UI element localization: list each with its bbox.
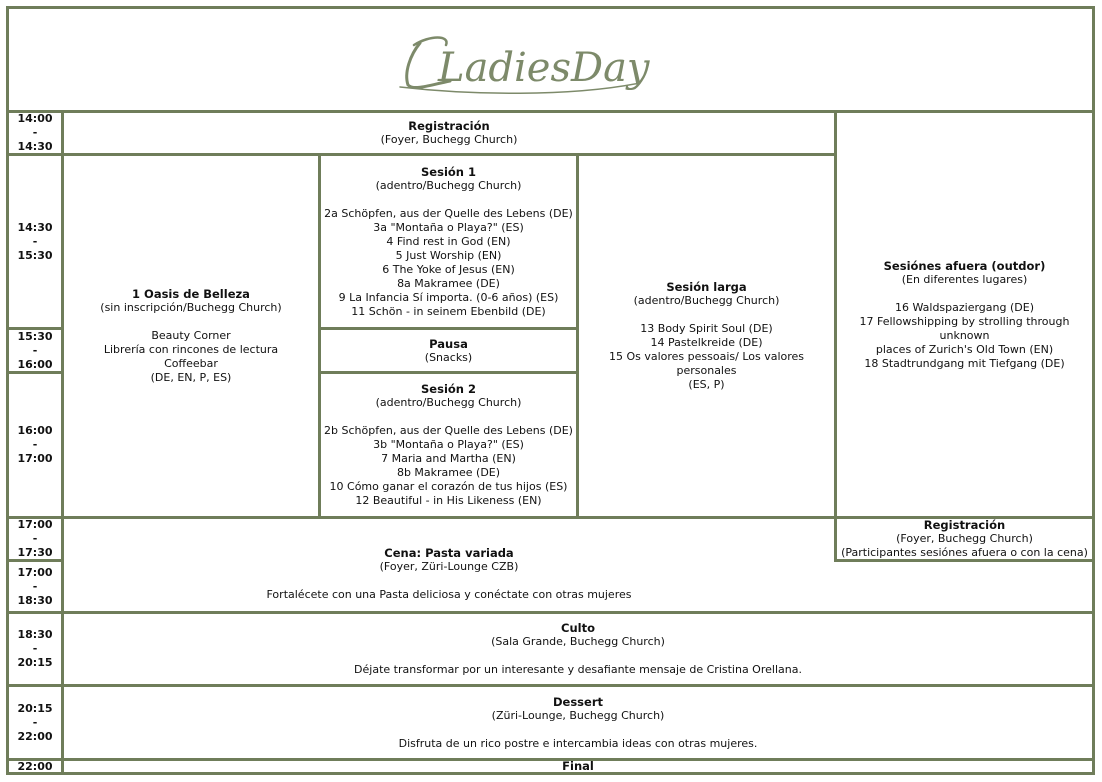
afuera-line: 16 Waldspaziergang (DE) bbox=[894, 300, 1034, 314]
sesion-larga-sub: (adentro/Buchegg Church) bbox=[633, 294, 780, 307]
cena-title: Cena: Pasta variada bbox=[384, 546, 514, 560]
sesion-larga-title: Sesión larga bbox=[666, 280, 747, 294]
oasis-line: (DE, EN, P, ES) bbox=[150, 371, 232, 384]
afuera-line: places of Zurich's Old Town (EN) bbox=[875, 342, 1054, 356]
pausa-cell bbox=[321, 330, 576, 371]
time-slot-2: 14:30 - 15:30 bbox=[17, 220, 53, 262]
sesion1-cell bbox=[321, 156, 576, 327]
registracion2-location: (Foyer, Buchegg Church) bbox=[896, 532, 1033, 545]
sesion-larga-line: 14 Pastelkreide (DE) bbox=[650, 336, 763, 349]
sesion1-sub: (adentro/Buchegg Church) bbox=[375, 178, 522, 192]
time-slot-9: 22:00 bbox=[17, 760, 53, 773]
time-slot-5: 17:00 - 17:30 bbox=[17, 518, 53, 559]
registracion-title: Registración bbox=[408, 119, 490, 133]
time-slot-8: 20:15 - 22:00 bbox=[17, 701, 53, 743]
sesion-larga-line: (ES, P) bbox=[688, 378, 725, 391]
oasis-sub: (sin inscripción/Buchegg Church) bbox=[100, 301, 282, 314]
sesion2-line: 10 Cómo ganar el corazón de tus hijos (ES) bbox=[329, 480, 568, 493]
time-slot-1: 14:00 - 14:30 bbox=[17, 112, 53, 153]
pausa-title: Pausa bbox=[429, 336, 468, 351]
oasis-line: Librería con rincones de lectura bbox=[103, 343, 279, 356]
sesion1-line: 3a "Montaña o Playa?" (ES) bbox=[373, 220, 524, 234]
afuera-sub: (En diferentes lugares) bbox=[901, 272, 1028, 286]
culto-sub: (Sala Grande, Buchegg Church) bbox=[491, 635, 665, 648]
sesion1-line: 8a Makramee (DE) bbox=[397, 276, 500, 290]
sesion2-line: 2b Schöpfen, aus der Quelle des Lebens (DE) bbox=[324, 424, 573, 437]
dessert-desc: Disfruta de un rico postre e intercambia ideas con otras mujeres. bbox=[398, 736, 758, 750]
final-title: Final bbox=[562, 761, 594, 772]
sesion2-line: 12 Beautiful - in His Likeness (EN) bbox=[355, 494, 542, 507]
final-cell bbox=[64, 761, 1092, 772]
registracion2-title: Registración bbox=[923, 519, 1006, 532]
sesion2-line: 8b Makramee (DE) bbox=[396, 466, 501, 479]
sesion1-line: 11 Schön - in seinem Ebenbild (DE) bbox=[351, 304, 546, 318]
cena-desc: Fortalécete con una Pasta deliciosa y conéctate con otras mujeres bbox=[266, 588, 632, 601]
sesion1-line: 2a Schöpfen, aus der Quelle des Lebens (DE) bbox=[324, 206, 573, 220]
dessert-title: Dessert bbox=[552, 694, 603, 709]
sesion2-cell bbox=[321, 374, 576, 516]
time-slot-7: 18:30 - 20:15 bbox=[17, 628, 53, 669]
afuera-title: Sesiónes afuera (outdor) bbox=[883, 258, 1046, 273]
sesion-larga-line: 13 Body Spirit Soul (DE) bbox=[640, 322, 773, 335]
culto-cell bbox=[64, 614, 1092, 684]
sesion2-sub: (adentro/Buchegg Church) bbox=[375, 396, 522, 409]
sesion2-line: 3b "Montaña o Playa?" (ES) bbox=[373, 438, 524, 451]
culto-desc: Déjate transformar por un interesante y desafiante mensaje de Cristina Orellana. bbox=[354, 663, 802, 676]
sesion1-line: 4 Find rest in God (EN) bbox=[386, 234, 511, 248]
registracion-cell bbox=[64, 113, 834, 153]
sesion-larga-cell bbox=[579, 156, 834, 516]
afuera-line: 17 Fellowshipping by strolling through unknown bbox=[859, 314, 1070, 342]
registracion2-note: (Participantes sesiónes afuera o con la cena) bbox=[841, 546, 1088, 559]
dessert-sub: (Züri-Lounge, Buchegg Church) bbox=[491, 708, 665, 722]
dessert-cell bbox=[64, 687, 1092, 758]
oasis-cell bbox=[64, 156, 318, 516]
sesion1-line: 9 La Infancia Sí importa. (0-6 años) (ES) bbox=[338, 290, 559, 304]
oasis-line: Beauty Corner bbox=[151, 329, 231, 342]
registracion2-cell bbox=[837, 519, 1092, 559]
oasis-title: 1 Oasis de Belleza bbox=[132, 287, 250, 301]
afuera-line: 18 Stadtrundgang mit Tiefgang (DE) bbox=[864, 356, 1065, 370]
sesion1-line: 6 The Yoke of Jesus (EN) bbox=[382, 262, 515, 276]
registracion-location: (Foyer, Buchegg Church) bbox=[380, 133, 518, 146]
culto-title: Culto bbox=[561, 621, 595, 635]
sesion2-line: 7 Maria and Martha (EN) bbox=[381, 452, 516, 465]
oasis-line: Coffeebar bbox=[164, 357, 218, 370]
ladies-day-logo bbox=[390, 25, 650, 105]
cena-sub: (Foyer, Züri-Lounge CZB) bbox=[379, 560, 519, 573]
sesion1-title: Sesión 1 bbox=[421, 164, 476, 179]
time-slot-6: 17:00 - 18:30 bbox=[17, 565, 53, 607]
sesion2-title: Sesión 2 bbox=[421, 382, 476, 396]
logo-text: LadiesDay bbox=[438, 45, 650, 91]
time-slot-4: 16:00 - 17:00 bbox=[17, 424, 53, 465]
sesion-larga-line: 15 Os valores pessoais/ Los valores personales bbox=[608, 350, 805, 377]
pausa-sub: (Snacks) bbox=[424, 350, 473, 364]
cena-cell bbox=[64, 519, 834, 611]
time-slot-3: 15:30 - 16:00 bbox=[17, 329, 53, 371]
afuera-cell bbox=[837, 113, 1092, 516]
sesion1-line: 5 Just Worship (EN) bbox=[395, 248, 502, 262]
